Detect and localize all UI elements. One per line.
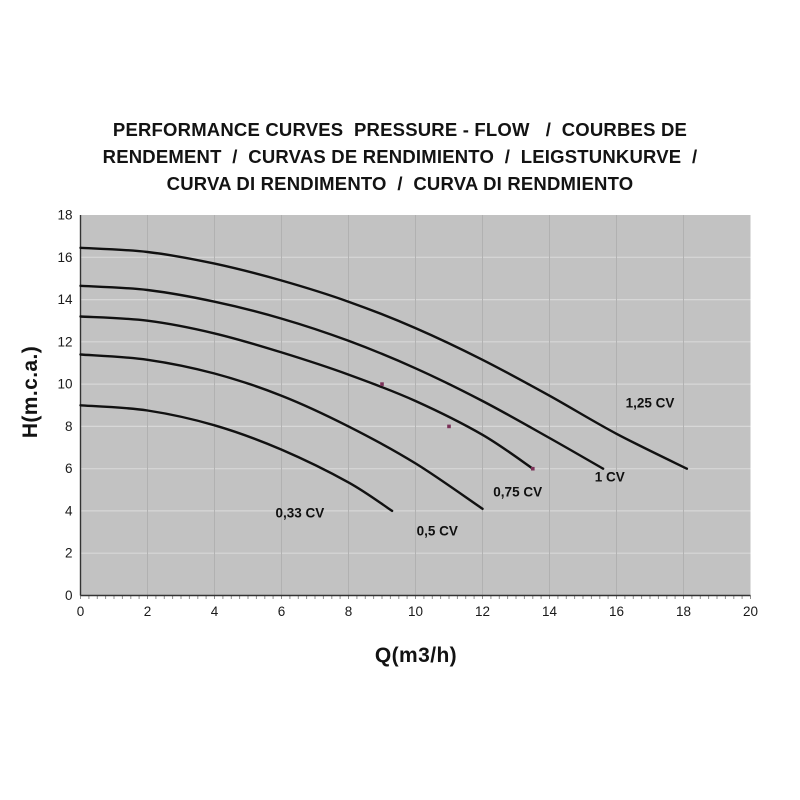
y-tick-label: 2 (64, 545, 73, 561)
x-tick-label: 20 (742, 604, 759, 619)
y-tick-label: 14 (57, 292, 73, 308)
chart-title-line-1: PERFORMANCE CURVES PRESSURE - FLOW / COURBES DE (112, 119, 688, 140)
y-tick-label: 10 (57, 376, 73, 392)
x-tick-label: 18 (675, 604, 692, 619)
curve-label-0-75-CV: 0,75 CV (493, 484, 543, 500)
y-tick-label: 12 (57, 334, 73, 350)
curve-label-1-CV: 1 CV (594, 469, 625, 485)
x-tick-label: 14 (541, 604, 558, 619)
y-tick-label: 16 (57, 249, 73, 265)
x-tick-label: 8 (344, 604, 353, 619)
x-tick-label: 6 (277, 604, 286, 619)
y-axis-title: H(m.c.a.) (19, 345, 42, 439)
y-tick-label: 8 (64, 418, 73, 434)
x-axis-title: Q(m3/h) (374, 644, 458, 667)
y-tick-label: 6 (64, 461, 73, 477)
curve-label-1-25-CV: 1,25 CV (625, 395, 675, 411)
curve-label-0-5-CV: 0,5 CV (416, 523, 458, 539)
curve-label-0-33-CV: 0,33 CV (275, 505, 325, 521)
x-tick-label: 2 (143, 604, 152, 619)
chart-title-line-3: CURVA DI RENDIMENTO / CURVA DI RENDMIENTO (166, 173, 634, 194)
y-tick-label: 18 (57, 207, 73, 223)
x-tick-label: 4 (210, 604, 219, 619)
duty-point-marker (447, 425, 451, 429)
x-tick-label: 12 (474, 604, 491, 619)
y-tick-label: 4 (64, 503, 73, 519)
duty-point-marker (380, 382, 384, 386)
chart-title-line-2: RENDEMENT / CURVAS DE RENDIMIENTO / LEIGSTUNKURVE / (102, 146, 698, 167)
x-tick-label: 10 (407, 604, 424, 619)
duty-point-marker (531, 467, 535, 471)
x-tick-label: 16 (608, 604, 625, 619)
x-tick-label: 0 (76, 604, 85, 619)
y-tick-label: 0 (64, 588, 73, 603)
